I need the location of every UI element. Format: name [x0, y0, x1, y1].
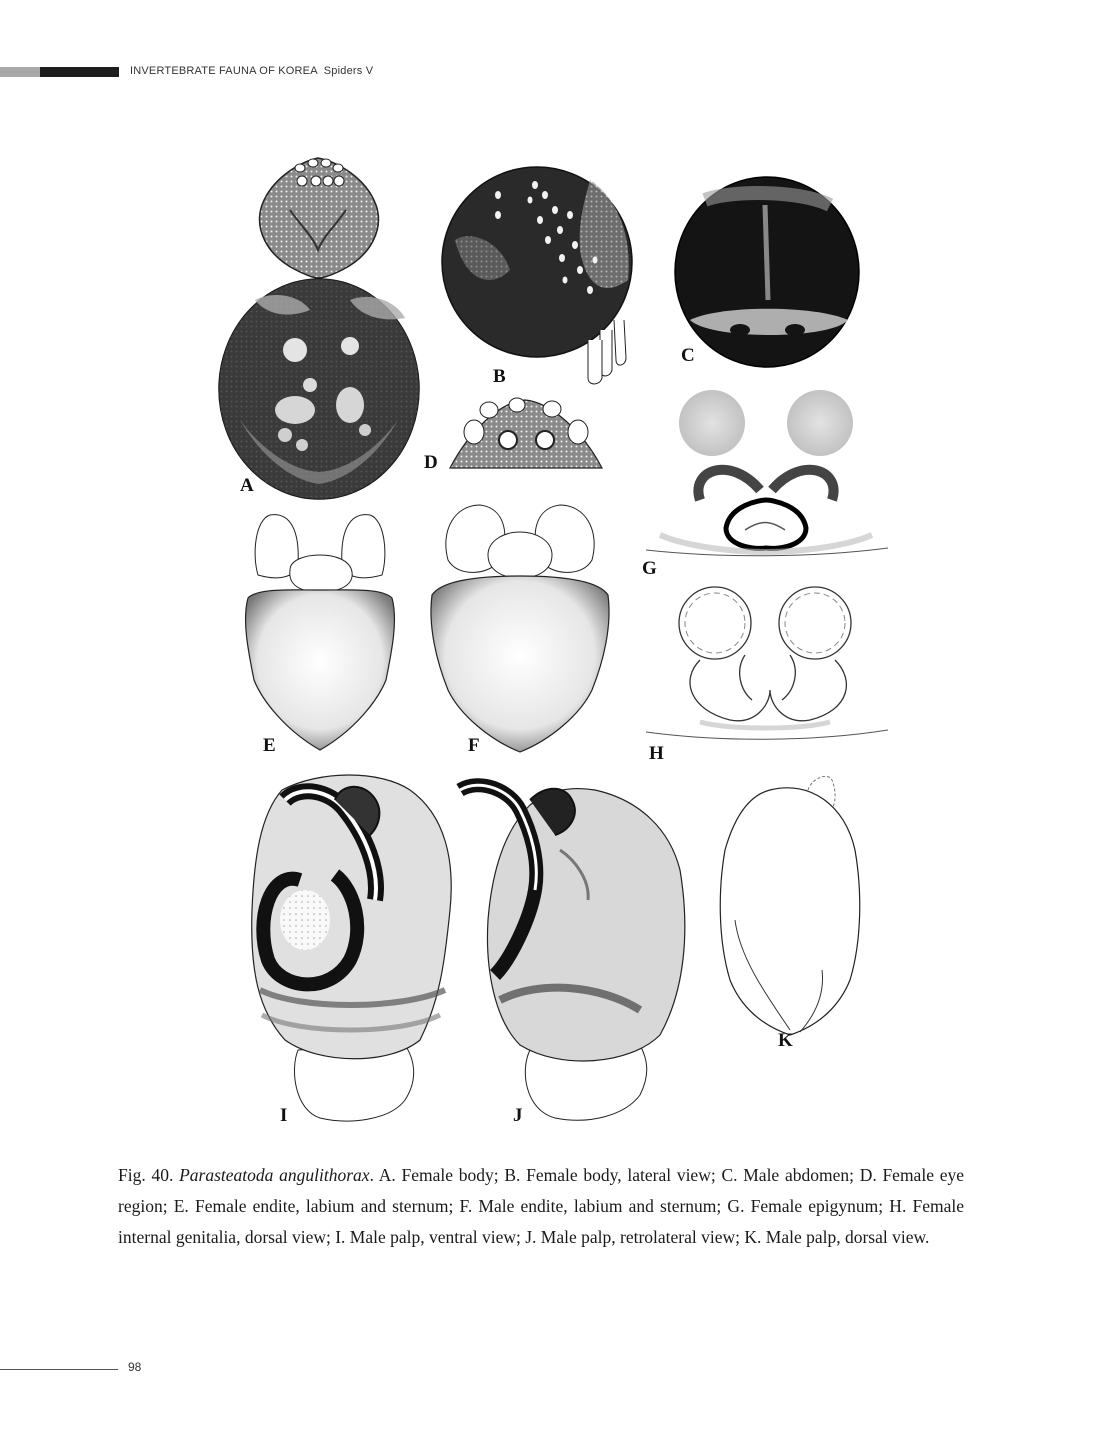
figure-caption	[118, 1160, 964, 1253]
panel-label-d: D	[424, 452, 438, 473]
illustration-b-female-lateral	[442, 167, 632, 384]
caption-species: Parasteatoda angulithorax	[179, 1165, 370, 1185]
panel-label-k: K	[778, 1030, 793, 1051]
illustration-e-female-sternum	[246, 515, 395, 750]
page-number: 98	[128, 1360, 142, 1374]
series-title: INVERTEBRATE FAUNA OF KOREA	[130, 65, 318, 77]
caption-text: . A. Female body; B. Female body, lateral view; C. Male abdomen; D. Female eye region; E. Female endite, labium and sternum; F. Male endite, labium and sternum; G. Female epigynum; H. Female internal genitalia, dorsal view; I. Male palp, ventral view; J. Male palp, retrolateral view; K. Male palp, dorsal view.	[118, 1165, 964, 1247]
illustration-g-epigynum	[646, 390, 888, 556]
panel-label-i: I	[280, 1105, 288, 1126]
panel-label-a: A	[240, 475, 254, 496]
panel-label-e: E	[263, 735, 276, 756]
illustration-k-palp-dorsal	[720, 776, 859, 1035]
illustration-a-female-body	[219, 158, 419, 499]
illustration-c-male-abdomen	[675, 177, 859, 367]
panel-label-b: B	[493, 366, 506, 387]
panel-label-h: H	[649, 743, 664, 764]
illustration-i-palp-ventral	[252, 775, 451, 1121]
footer-rule	[0, 1369, 118, 1370]
illustration-j-palp-retrolateral	[460, 785, 685, 1120]
panel-label-j: J	[513, 1105, 523, 1126]
panel-label-c: C	[681, 345, 695, 366]
volume-title: Spiders V	[323, 65, 374, 77]
panel-label-f: F	[468, 735, 480, 756]
panel-label-g: G	[642, 558, 657, 579]
illustration-f-male-sternum	[431, 505, 609, 752]
caption-fig-label: Fig. 40.	[118, 1165, 174, 1185]
illustration-h-internal-genitalia	[646, 587, 888, 739]
illustration-d-eye-region	[450, 398, 602, 468]
